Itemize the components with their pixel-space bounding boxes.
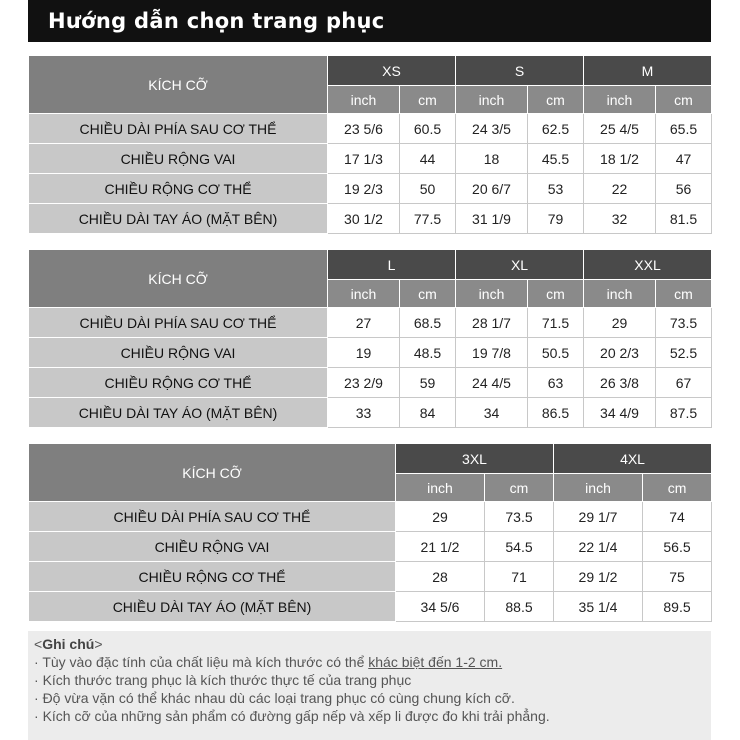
unit-cm-header: cm bbox=[528, 86, 584, 114]
unit-inch-header: inch bbox=[584, 86, 656, 114]
measurement-value: 71.5 bbox=[528, 308, 584, 338]
measurement-value: 29 bbox=[396, 502, 485, 532]
measurement-label: CHIỀU RỘNG VAI bbox=[29, 338, 328, 368]
note-item bbox=[34, 707, 711, 725]
table-row bbox=[29, 338, 712, 368]
size-table-panel-1 bbox=[28, 55, 711, 234]
table-row bbox=[29, 398, 712, 428]
measurement-value: 62.5 bbox=[528, 114, 584, 144]
measurement-label: CHIỀU RỘNG CƠ THỂ bbox=[29, 174, 328, 204]
note-text: Độ vừa vặn có thể khác nhau dù các loại trang phục có cùng chung kích cỡ. bbox=[42, 690, 515, 706]
measurement-label: CHIỀU DÀI TAY ÁO (MẶT BÊN) bbox=[29, 592, 396, 622]
note-text: Kích cỡ của những sản phẩm có đường gấp nếp và xếp li được đo khi trải phẳng. bbox=[42, 708, 550, 724]
page-title: Hướng dẫn chọn trang phục bbox=[48, 9, 385, 33]
measurement-value: 68.5 bbox=[400, 308, 456, 338]
note-text: Kích thước trang phục là kích thước thực tế của trang phục bbox=[42, 672, 412, 688]
measurement-value: 53 bbox=[528, 174, 584, 204]
notes-section bbox=[28, 631, 711, 740]
measurement-value: 71 bbox=[485, 562, 554, 592]
table-row bbox=[29, 532, 712, 562]
measurement-value: 67 bbox=[656, 368, 712, 398]
table-row bbox=[29, 144, 712, 174]
title-bar bbox=[28, 0, 711, 42]
unit-inch-header: inch bbox=[554, 474, 643, 502]
measurement-value: 29 1/7 bbox=[554, 502, 643, 532]
unit-inch-header: inch bbox=[584, 280, 656, 308]
table-row bbox=[29, 204, 712, 234]
unit-cm-header: cm bbox=[656, 280, 712, 308]
unit-inch-header: inch bbox=[456, 86, 528, 114]
unit-inch-header: inch bbox=[456, 280, 528, 308]
size-header-label: KÍCH CỠ bbox=[29, 444, 396, 502]
table-row bbox=[29, 308, 712, 338]
measurement-value: 35 1/4 bbox=[554, 592, 643, 622]
measurement-label: CHIỀU RỘNG VAI bbox=[29, 532, 396, 562]
unit-cm-header: cm bbox=[400, 86, 456, 114]
measurement-value: 21 1/2 bbox=[396, 532, 485, 562]
note-item bbox=[34, 671, 711, 689]
table-row bbox=[29, 562, 712, 592]
size-table-panel-3 bbox=[28, 443, 711, 622]
measurement-value: 20 6/7 bbox=[456, 174, 528, 204]
measurement-value: 19 7/8 bbox=[456, 338, 528, 368]
note-text: Tùy vào đặc tính của chất liệu mà kích thước có thể bbox=[42, 654, 369, 670]
measurement-value: 77.5 bbox=[400, 204, 456, 234]
table-row bbox=[29, 114, 712, 144]
measurement-value: 50.5 bbox=[528, 338, 584, 368]
measurement-value: 29 1/2 bbox=[554, 562, 643, 592]
unit-cm-header: cm bbox=[400, 280, 456, 308]
size-header-label: KÍCH CỠ bbox=[29, 250, 328, 308]
measurement-value: 48.5 bbox=[400, 338, 456, 368]
measurement-value: 74 bbox=[643, 502, 712, 532]
measurement-value: 24 4/5 bbox=[456, 368, 528, 398]
measurement-value: 33 bbox=[328, 398, 400, 428]
note-emphasis: khác biệt đến 1-2 cm. bbox=[368, 654, 503, 670]
measurement-value: 34 bbox=[456, 398, 528, 428]
measurement-value: 50 bbox=[400, 174, 456, 204]
measurement-value: 26 3/8 bbox=[584, 368, 656, 398]
table-row bbox=[29, 502, 712, 532]
bullet-icon: · bbox=[34, 708, 43, 724]
measurement-label: CHIỀU DÀI PHÍA SAU CƠ THỂ bbox=[29, 502, 396, 532]
table-row bbox=[29, 174, 712, 204]
measurement-value: 86.5 bbox=[528, 398, 584, 428]
measurement-value: 88.5 bbox=[485, 592, 554, 622]
unit-inch-header: inch bbox=[328, 280, 400, 308]
measurement-value: 27 bbox=[328, 308, 400, 338]
bullet-icon: · bbox=[34, 672, 43, 688]
size-table bbox=[28, 443, 712, 622]
measurement-value: 25 4/5 bbox=[584, 114, 656, 144]
table-row bbox=[29, 592, 712, 622]
size-column-header: XXL bbox=[584, 250, 712, 280]
measurement-label: CHIỀU RỘNG CƠ THỂ bbox=[29, 368, 328, 398]
unit-cm-header: cm bbox=[528, 280, 584, 308]
unit-cm-header: cm bbox=[656, 86, 712, 114]
measurement-label: CHIỀU DÀI TAY ÁO (MẶT BÊN) bbox=[29, 398, 328, 428]
table-row bbox=[29, 368, 712, 398]
measurement-label: CHIỀU RỘNG CƠ THỂ bbox=[29, 562, 396, 592]
measurement-value: 45.5 bbox=[528, 144, 584, 174]
size-column-header: S bbox=[456, 56, 584, 86]
measurement-value: 18 1/2 bbox=[584, 144, 656, 174]
measurement-value: 23 5/6 bbox=[328, 114, 400, 144]
measurement-value: 28 bbox=[396, 562, 485, 592]
measurement-value: 84 bbox=[400, 398, 456, 428]
note-item bbox=[34, 653, 711, 671]
measurement-value: 22 bbox=[584, 174, 656, 204]
size-column-header: 4XL bbox=[554, 444, 712, 474]
measurement-value: 24 3/5 bbox=[456, 114, 528, 144]
measurement-value: 17 1/3 bbox=[328, 144, 400, 174]
measurement-value: 73.5 bbox=[656, 308, 712, 338]
measurement-value: 89.5 bbox=[643, 592, 712, 622]
measurement-value: 75 bbox=[643, 562, 712, 592]
measurement-value: 30 1/2 bbox=[328, 204, 400, 234]
measurement-value: 60.5 bbox=[400, 114, 456, 144]
measurement-label: CHIỀU DÀI PHÍA SAU CƠ THỂ bbox=[29, 114, 328, 144]
measurement-value: 65.5 bbox=[656, 114, 712, 144]
measurement-label: CHIỀU DÀI TAY ÁO (MẶT BÊN) bbox=[29, 204, 328, 234]
size-table bbox=[28, 249, 712, 428]
size-header-label: KÍCH CỠ bbox=[29, 56, 328, 114]
size-column-header: M bbox=[584, 56, 712, 86]
measurement-value: 19 2/3 bbox=[328, 174, 400, 204]
size-column-header: 3XL bbox=[396, 444, 554, 474]
unit-cm-header: cm bbox=[485, 474, 554, 502]
size-table bbox=[28, 55, 712, 234]
measurement-value: 47 bbox=[656, 144, 712, 174]
measurement-value: 56.5 bbox=[643, 532, 712, 562]
note-item bbox=[34, 689, 711, 707]
measurement-value: 54.5 bbox=[485, 532, 554, 562]
bullet-icon: · bbox=[34, 654, 43, 670]
measurement-value: 32 bbox=[584, 204, 656, 234]
measurement-value: 81.5 bbox=[656, 204, 712, 234]
measurement-value: 20 2/3 bbox=[584, 338, 656, 368]
measurement-label: CHIỀU DÀI PHÍA SAU CƠ THỂ bbox=[29, 308, 328, 338]
measurement-value: 87.5 bbox=[656, 398, 712, 428]
unit-cm-header: cm bbox=[643, 474, 712, 502]
size-table-panel-2 bbox=[28, 249, 711, 428]
size-column-header: XL bbox=[456, 250, 584, 280]
notes-list bbox=[34, 653, 711, 725]
measurement-value: 59 bbox=[400, 368, 456, 398]
measurement-label: CHIỀU RỘNG VAI bbox=[29, 144, 328, 174]
measurement-value: 31 1/9 bbox=[456, 204, 528, 234]
measurement-value: 19 bbox=[328, 338, 400, 368]
measurement-value: 34 5/6 bbox=[396, 592, 485, 622]
measurement-value: 63 bbox=[528, 368, 584, 398]
measurement-value: 23 2/9 bbox=[328, 368, 400, 398]
unit-inch-header: inch bbox=[328, 86, 400, 114]
size-column-header: XS bbox=[328, 56, 456, 86]
measurement-value: 18 bbox=[456, 144, 528, 174]
measurement-value: 79 bbox=[528, 204, 584, 234]
measurement-value: 56 bbox=[656, 174, 712, 204]
measurement-value: 44 bbox=[400, 144, 456, 174]
measurement-value: 34 4/9 bbox=[584, 398, 656, 428]
measurement-value: 73.5 bbox=[485, 502, 554, 532]
size-column-header: L bbox=[328, 250, 456, 280]
unit-inch-header: inch bbox=[396, 474, 485, 502]
measurement-value: 22 1/4 bbox=[554, 532, 643, 562]
measurement-value: 52.5 bbox=[656, 338, 712, 368]
measurement-value: 29 bbox=[584, 308, 656, 338]
notes-heading: <Ghi chú> bbox=[34, 636, 103, 652]
bullet-icon: · bbox=[34, 690, 43, 706]
measurement-value: 28 1/7 bbox=[456, 308, 528, 338]
